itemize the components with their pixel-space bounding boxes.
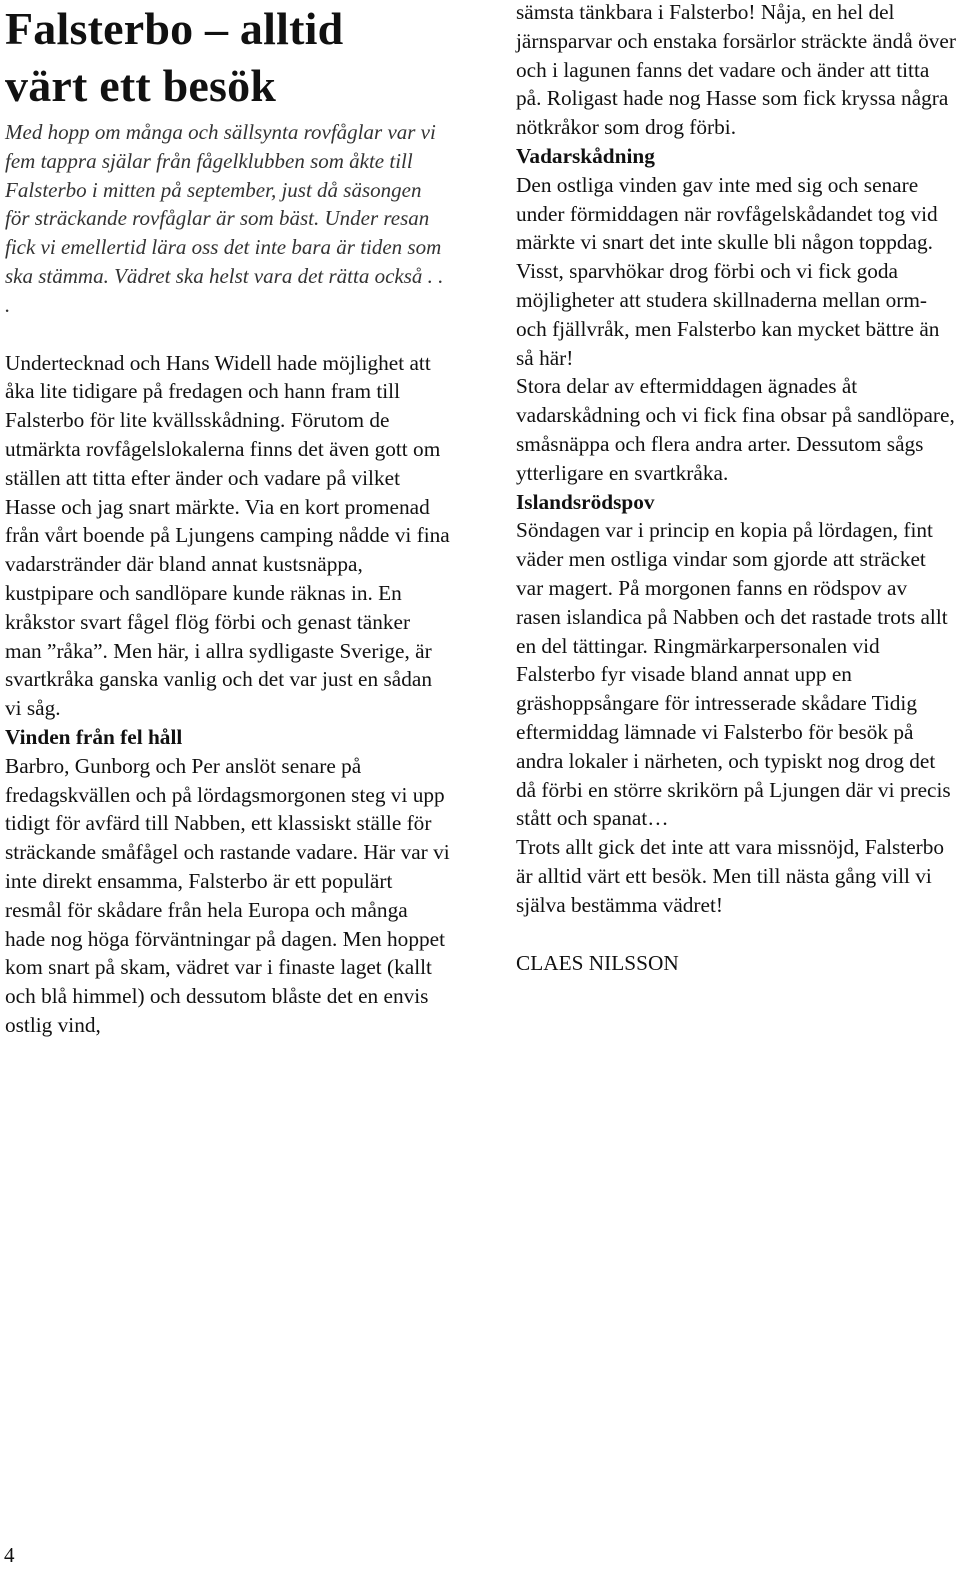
- paragraph-2-continued: sämsta tänkbara i Falsterbo! Nåja, en hel del järnsparvar och enstaka forsärlor sträckte ändå över och i lagunen fanns det vadare och änder att titta på. Roligast hade nog Hasse som fick kryssa några nötkråkor som drog förbi.: [516, 0, 956, 140]
- article-title: [5, 0, 450, 114]
- author-signature: CLAES NILSSON: [516, 950, 679, 975]
- title-line-1: Falsterbo – alltid: [5, 3, 344, 54]
- paragraph-1: Undertecknad och Hans Widell hade möjlighet att åka lite tidigare på fredagen och hann fram till Falsterbo för lite kvällsskådning. Förutom de utmärkta rovfågelslokalerna finns det även gott om ställen att titta efter änder och vadare på vilket Hasse och jag snart märkte. Via en kort promenad från vårt boende på Ljungens camping nådde vi fina vadarstränder där bland annat kustsnäppa, kustpipare och sandlöpare kunde räknas in. En kråkstor svart fågel flög förbi och genast tänker man ”råka”. Men här, i allra sydligaste Sverige, är svartkråka ganska vanlig och det var just en sådan vi såg.: [5, 350, 450, 721]
- left-column: [5, 0, 450, 1040]
- paragraph-2: Barbro, Gunborg och Per anslöt senare på fredagskvällen och på lördagsmorgonen steg vi upp tidigt för avfärd till Nabben, ett klassiskt ställe för sträckande småfågel och rastande vadare. Här var vi inte direkt ensamma, Falsterbo är ett populärt resmål för skådare från hela Europa och många hade nog höga förväntningar på dagen. Men hoppet kom snart på skam, vädret var i finaste laget (kallt och blå himmel) och dessutom blåste det en envis ostlig vind,: [5, 753, 450, 1037]
- section-heading-islandsrodspov: Islandsrödspov: [516, 489, 655, 514]
- section-heading-vadarskadning: Vadarskådning: [516, 143, 655, 168]
- article-intro: Med hopp om många och sällsynta rovfåglar var vi fem tappra själar från fågelklubben som åkte till Falsterbo i mitten på september, just då säsongen för sträckande rovfåglar är som bäst. Under resan fick vi emellertid lära oss det inte bara är tiden som ska stämma. Vädret ska helst vara det rätta också . . .: [5, 120, 444, 317]
- paragraph-3: Den ostliga vinden gav inte med sig och senare under förmiddagen när rovfågelskådandet tog vid märkte vi snart det inte skulle bli någon toppdag. Visst, sparvhökar drog förbi och vi fick goda möjligheter att studera skillnaderna mellan orm- och fjällvråk, men Falsterbo kan mycket bättre än så här!: [516, 172, 940, 370]
- paragraph-6: Trots allt gick det inte att vara missnöjd, Falsterbo är alltid värt ett besök. Men till nästa gång vill vi själva bestämma vädret!: [516, 835, 945, 917]
- page-number: 4: [4, 1543, 15, 1567]
- paragraph-5: Söndagen var i princip en kopia på lördagen, fint väder men ostliga vindar som gjorde att sträcket var magert. På morgonen fanns en rödspov av rasen islandica på Nabben och det rastade trots allt en del tättingar. Ringmärkarpersonalen vid Falsterbo fyr visade bland annat upp en gräshoppsångare för intresserade skådare Tidig eftermiddag lämnade vi Falsterbo för besök på andra lokaler i närheten, och typiskt nog drog det då förbi en större skrikörn på Ljungen där vi precis stått och spanat…: [516, 518, 951, 831]
- right-column: [516, 0, 956, 977]
- paragraph-4: Stora delar av eftermiddagen ägnades åt vadarskådning och vi fick fina obsar på sandlöpare, småsnäppa och flera andra arter. Dessutom sågs ytterligare en svartkråka.: [516, 374, 955, 485]
- section-heading-vinden: Vinden från fel håll: [5, 724, 183, 749]
- title-line-2: värt ett besök: [5, 60, 277, 111]
